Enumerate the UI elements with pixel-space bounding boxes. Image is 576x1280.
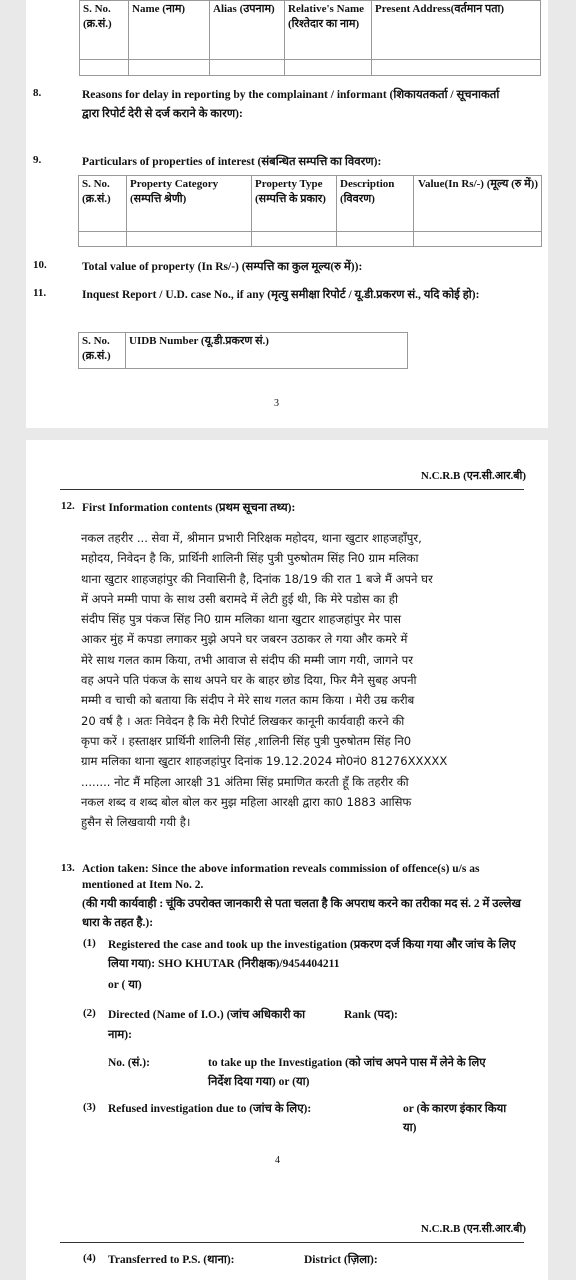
item-13-number: 13. bbox=[61, 862, 75, 874]
fir-line: ग्राम मलिका थाना खुटार शाहजहांपुर दिनांक 19.12.2024 मो0नं0 81276XXXXX bbox=[81, 754, 448, 769]
item-9-text: Particulars of properties of interest (संबन्धित सम्पत्ति का विवरण): bbox=[82, 156, 382, 168]
fir-line: नकल तहरीर ... सेवा में, श्रीमान प्रभारी निरिक्षक महोदय, थाना खुटार शाहजहाँपुर, bbox=[81, 531, 422, 545]
sub-2-name-cont: नाम): bbox=[108, 1029, 132, 1041]
fir-line: ........ नोट मैं महिला आरक्षी 31 अंतिमा सिंह प्रमाणित करती हूँ कि तहरीर की bbox=[81, 774, 409, 789]
sub-1-number: (1) bbox=[83, 937, 96, 949]
sub-1-text: Registered the case and took up the investigation (प्रकरण दर्ज किया गया और जांच के लिए लिया गया): SHO KHUTAR (निरीक्षक)/9454404211 bbox=[108, 939, 516, 970]
page-3 bbox=[26, 0, 548, 428]
sub-2-number: (2) bbox=[83, 1007, 96, 1019]
fir-line: नकल शब्द व शब्द बोल बोल कर मुझ महिला आरक्षी द्वारा का0 1883 आसिफ bbox=[81, 794, 412, 809]
item-11-text: Inquest Report / U.D. case No., if any (मृत्यु समीक्षा रिपोर्ट / यू.डी.प्रकरण सं., यदि कोई हो): bbox=[82, 289, 480, 301]
property-table bbox=[78, 175, 542, 247]
fir-line: वह अपने पति पंकज के साथ अपने घर के बाहर छोड दिया, फिर मैने सुबह अपनी bbox=[81, 673, 417, 688]
fir-line: आकर मुंह में कपडा लगाकर मुझे अपने घर जबरन उठाकर ले गया और कमरे में bbox=[81, 632, 408, 647]
item-10-number: 10. bbox=[33, 259, 47, 271]
fir-line: में अपने मम्मी पापा के साथ उसी बरामदे में लेटी हुई थी, कि मेरे पडोस का ही bbox=[81, 591, 398, 606]
fir-line: महोदय, निवेदन है कि, प्रार्थिनी शालिनी सिंह पुत्री पुरुषोतम सिंह नि0 ग्राम मलिका bbox=[81, 551, 419, 566]
item-8-text: Reasons for delay in reporting by the complainant / informant (शिकायतकर्ता / सूचनाकर्ता द्वारा रिपोर्ट देरी से दर्ज कराने के कारण): bbox=[82, 89, 500, 120]
col-property-category: Property Category (सम्पत्ति श्रेणी) bbox=[127, 176, 252, 232]
sub-2-direct-text: to take up the Investigation (को जांच अपने पास में लेने के लिए निर्देश दिया गया) or (या) bbox=[208, 1057, 486, 1088]
fir-line: 20 वर्ष है । अतः निवेदन है कि मेरी रिपोर्ट लिखकर कानूनी कार्यवाही करने की bbox=[81, 713, 405, 728]
col-sno: S. No. (क्र.सं.) bbox=[79, 333, 126, 369]
page-4 bbox=[26, 440, 548, 1280]
fir-line: मेरे साथ गलत काम किया, तभी आवाज से संदीप की मम्मी जाग गयी, जागने पर bbox=[81, 652, 413, 667]
col-description: Description (विवरण) bbox=[337, 176, 414, 232]
item-13-title-en: Action taken: Since the above information reveals commission of offence(s) u/s as mentioned at Item No. 2. bbox=[82, 863, 480, 891]
fir-line: थाना खुटार शाहजहांपुर की निवासिनी है, दिनांक 18/19 की रात 1 बजे मैं अपने घर bbox=[81, 571, 433, 586]
col-relative-name: Relative's Name (रिश्तेदार का नाम) bbox=[285, 1, 372, 60]
col-sno: S. No. (क्र.सं.) bbox=[80, 1, 129, 60]
sub-2-no-label: No. (सं.): bbox=[108, 1057, 150, 1069]
accused-table bbox=[79, 0, 541, 76]
ncrb-header: N.C.R.B (एन.सी.आर.बी) bbox=[420, 1223, 526, 1235]
col-alias: Alias (उपनाम) bbox=[210, 1, 285, 60]
sub-3-text: Refused investigation due to (जांच के लिए): bbox=[108, 1103, 312, 1115]
col-address: Present Address(वर्तमान पता) bbox=[372, 1, 541, 60]
page-number: 4 bbox=[275, 1155, 280, 1166]
fir-line: कृपा करें । हस्ताक्षर प्रार्थिनी शालिनी सिंह ,शालिनी सिंह पुत्री पुरुषोतम सिंह नि0 bbox=[81, 733, 412, 748]
sub-4-number: (4) bbox=[83, 1252, 96, 1264]
sub-4-district: District (ज़िला): bbox=[304, 1254, 378, 1266]
item-13-title-hi: (की गयी कार्यवाही : चूंकि उपरोक्त जानकारी से पता चलता है कि अपराध करने का तरीका मद सं. 2 में उल्लेख धारा के तहत है.): bbox=[82, 898, 521, 929]
item-10-text: Total value of property (In Rs/-) (सम्पत्ति का कुल मूल्य(रु में)): bbox=[82, 261, 363, 273]
item-12-number: 12. bbox=[61, 500, 75, 512]
sub-4-text: Transferred to P.S. (थाना): bbox=[108, 1254, 235, 1266]
fir-line: मम्मी व चाची को बताया कि संदीप ने मेरे साथ गलत काम किया । मेरी उम्र करीब bbox=[81, 693, 415, 708]
item-9-number: 9. bbox=[33, 154, 42, 166]
header-divider bbox=[60, 1242, 524, 1243]
fir-contents bbox=[81, 528, 543, 832]
col-name: Name (नाम) bbox=[129, 1, 210, 60]
sub-2-text: Directed (Name of I.O.) (जांच अधिकारी का bbox=[108, 1009, 306, 1021]
item-8-number: 8. bbox=[33, 87, 42, 99]
sub-3-or: or (के कारण इंकार किया या) bbox=[403, 1103, 507, 1134]
sub-2-rank: Rank (पद): bbox=[344, 1009, 398, 1021]
col-sno: S. No. (क्र.सं.) bbox=[79, 176, 127, 232]
item-11-number: 11. bbox=[33, 287, 47, 299]
col-value: Value(In Rs/-) (मूल्य (रु में)) bbox=[414, 176, 542, 232]
col-uidb-number: UIDB Number (यू.डी.प्रकरण सं.) bbox=[126, 333, 408, 369]
fir-line: संदीप सिंह पुत्र पंकज सिंह नि0 ग्राम मलिका थाना खुटार शाहजहांपुर मेर पास bbox=[81, 612, 402, 627]
col-property-type: Property Type (सम्पत्ति के प्रकार) bbox=[252, 176, 337, 232]
fir-line: हुसैन से लिखवायी गयी है। bbox=[81, 815, 191, 830]
page-number: 3 bbox=[274, 398, 279, 409]
sub-1-or: or ( या) bbox=[108, 979, 142, 991]
sub-3-number: (3) bbox=[83, 1101, 96, 1113]
ncrb-header: N.C.R.B (एन.सी.आर.बी) bbox=[420, 470, 526, 482]
item-12-title: First Information contents (प्रथम सूचना तथ्य): bbox=[82, 502, 296, 514]
inquest-table bbox=[78, 332, 408, 369]
header-divider bbox=[60, 489, 524, 490]
